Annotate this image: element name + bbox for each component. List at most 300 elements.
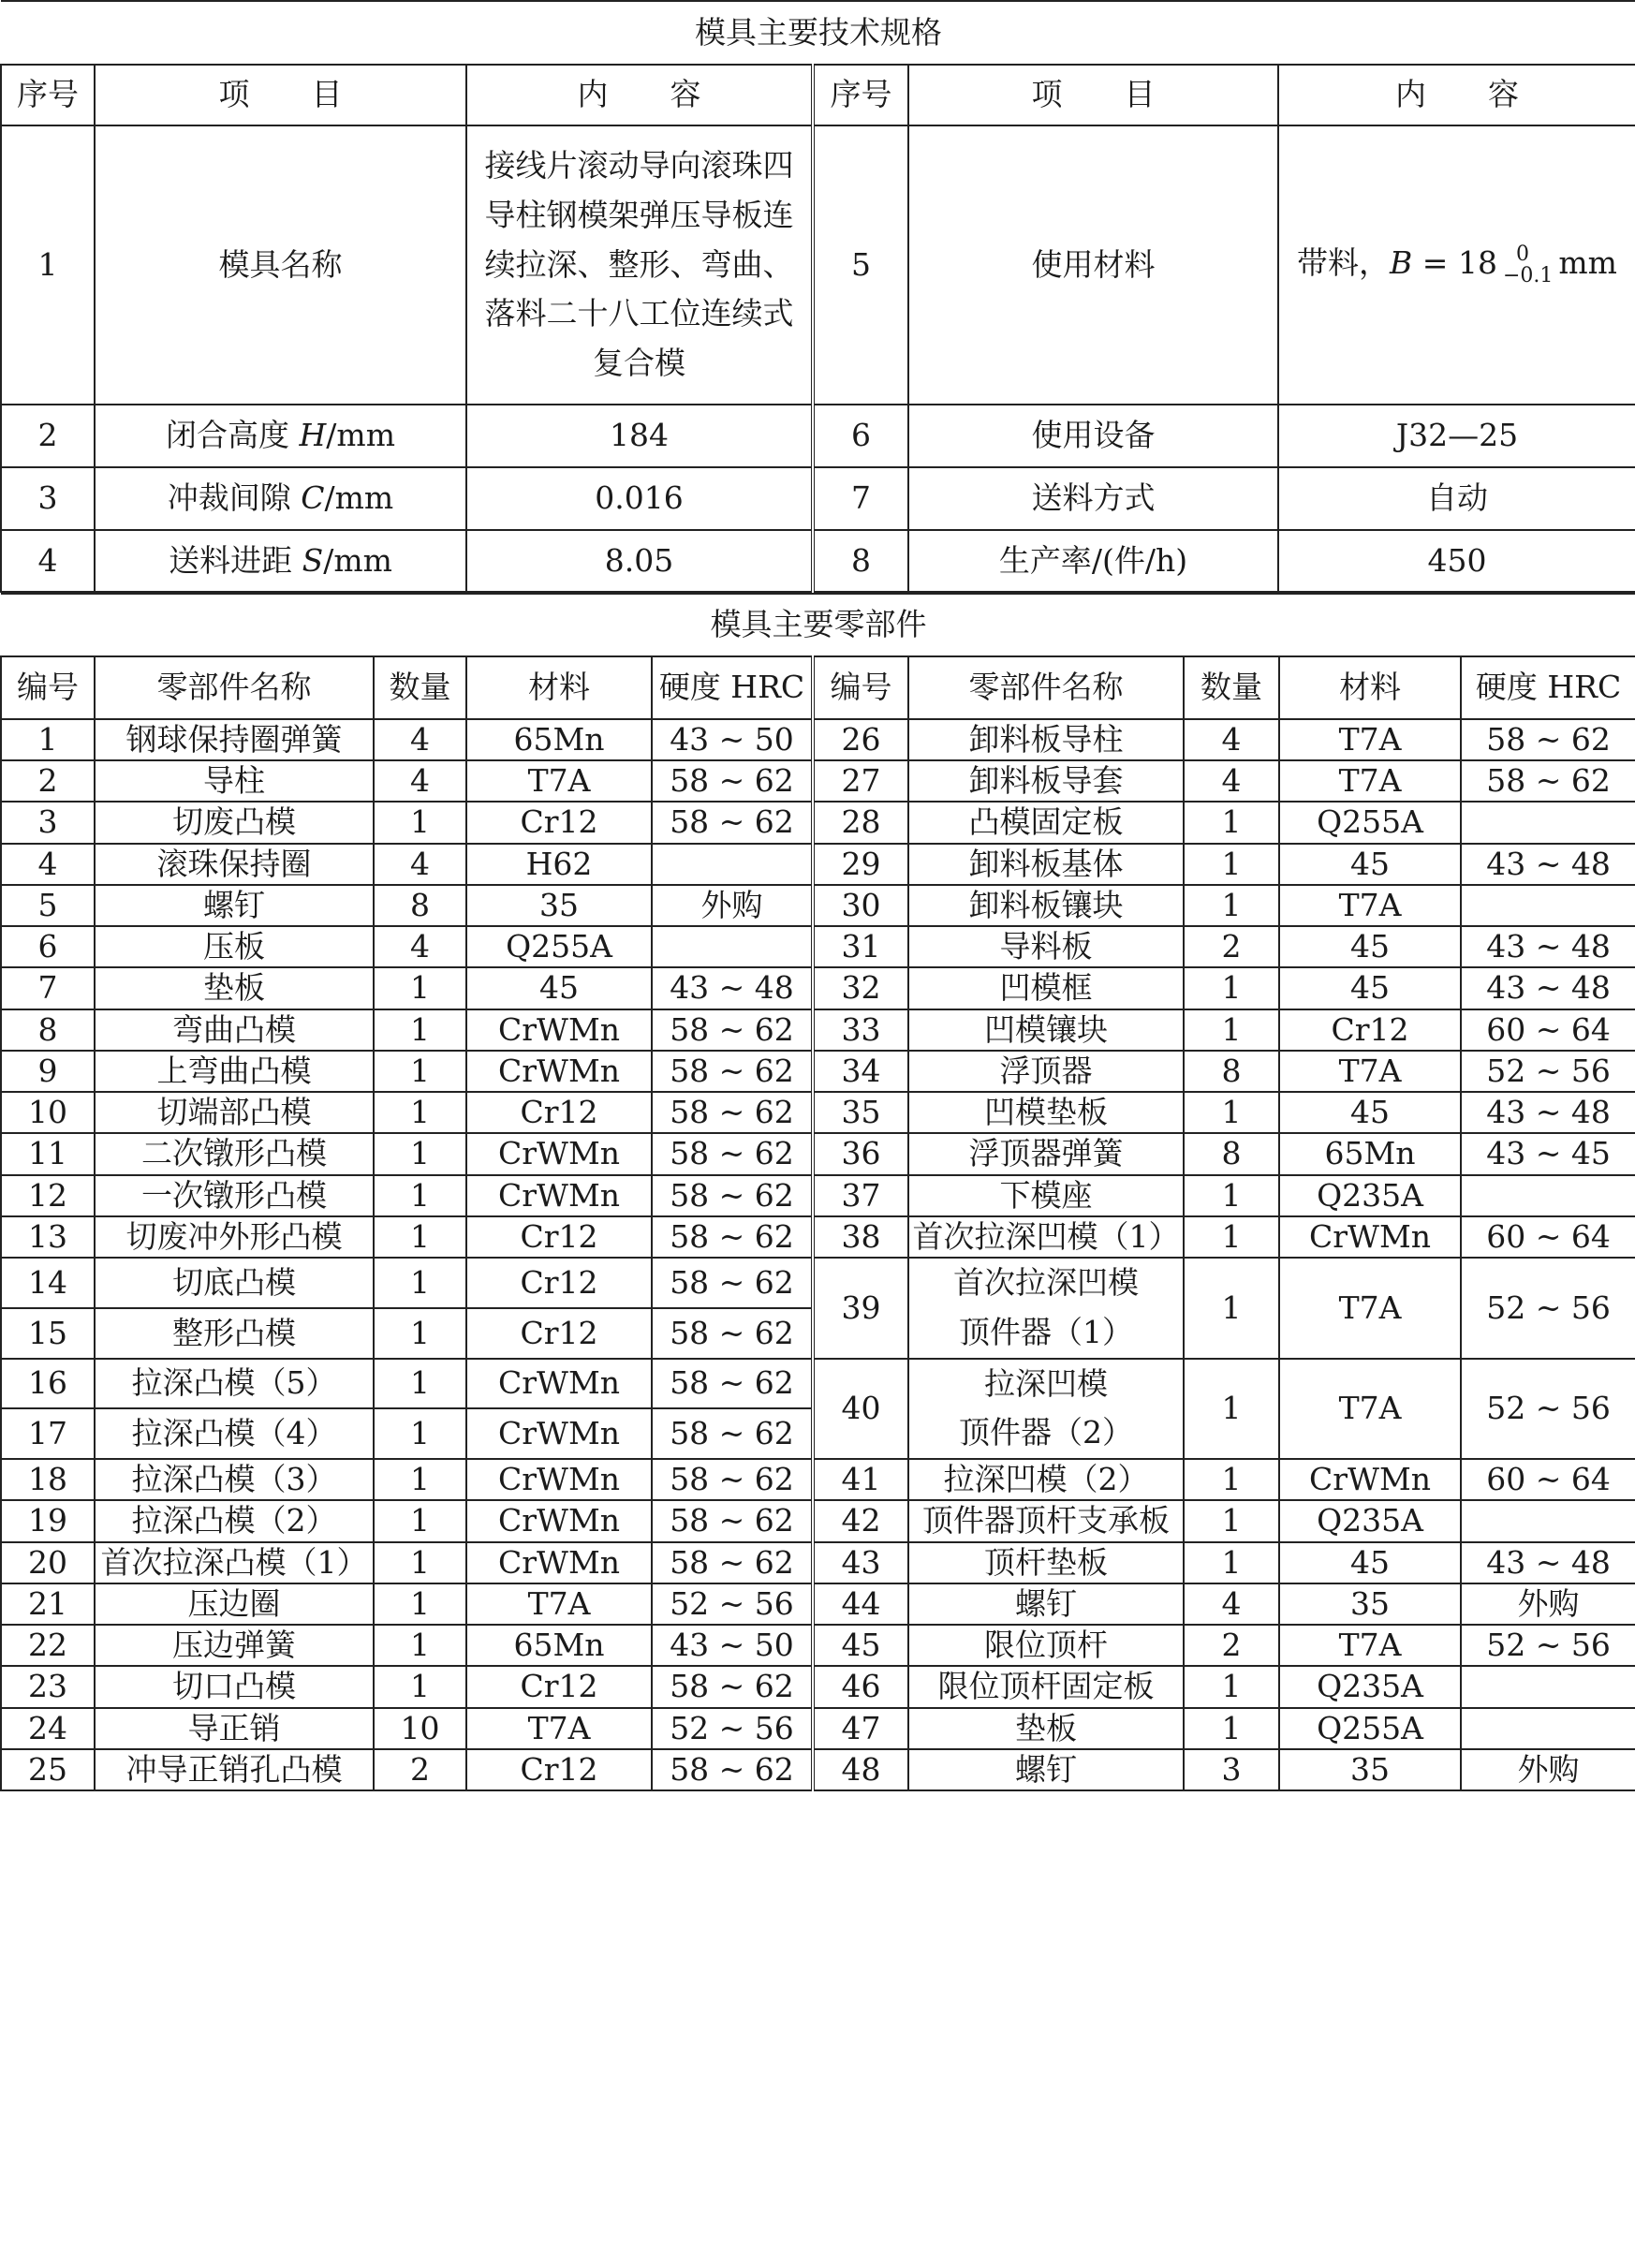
part-quantity: 1 [374,1258,466,1308]
part-name: 整形凸模 [95,1308,374,1359]
part-material: Q255A [466,926,652,967]
part-quantity: 4 [1184,760,1279,802]
part-material: CrWMn [466,1009,652,1051]
part-quantity: 1 [1184,967,1279,1009]
part-name: 拉深凸模（2） [95,1500,374,1541]
part-material: CrWMn [466,1459,652,1500]
part-material: 45 [1279,967,1461,1009]
part-quantity: 1 [1184,1092,1279,1133]
spec-item-var: C [301,479,325,517]
spec-seq: 7 [813,467,908,530]
part-hardness: 58 ~ 62 [652,1666,813,1707]
part-material: T7A [1279,1625,1461,1666]
part-number: 41 [813,1459,908,1500]
part-number: 44 [813,1583,908,1625]
table-row [1,1359,1635,1409]
part-number: 34 [813,1051,908,1092]
part-name: 凹模镶块 [908,1009,1184,1051]
part-quantity: 1 [1184,1175,1279,1216]
part-number: 5 [1,885,95,926]
part-material: 35 [1279,1583,1461,1625]
spec-item-text: 冲裁间隙 [167,479,302,517]
part-number: 20 [1,1542,95,1583]
spec-row [1,530,1635,592]
part-material: 65Mn [466,1625,652,1666]
part-hardness: 外购 [1461,1749,1635,1790]
part-number: 22 [1,1625,95,1666]
spec-content: 450 [1278,530,1635,592]
part-number: 26 [813,719,908,760]
table-row [1,1625,1635,1666]
parts-header-row [1,656,1635,719]
part-name: 切口凸模 [95,1666,374,1707]
part-name: 首次拉深凸模（1） [95,1542,374,1583]
part-material: Cr12 [466,1258,652,1308]
part-hardness [1461,1666,1635,1707]
tolerance-upper: 0 [1515,242,1529,266]
part-quantity: 1 [1184,885,1279,926]
part-material: Cr12 [466,802,652,843]
spec-seq: 1 [1,125,95,405]
part-hardness: 58 ~ 62 [652,802,813,843]
part-material: CrWMn [466,1359,652,1409]
spec-content: 自动 [1278,467,1635,530]
part-hardness [652,844,813,885]
part-number: 30 [813,885,908,926]
part-number: 25 [1,1749,95,1790]
spec-content-line: 落料二十八工位连续式 [484,295,794,332]
part-quantity: 1 [374,1408,466,1459]
part-quantity: 3 [1184,1749,1279,1790]
part-hardness: 43 ~ 48 [1461,1542,1635,1583]
part-hardness: 52 ~ 56 [652,1708,813,1749]
spec-content-line: 导柱钢模架弹压导板连 [484,196,794,233]
spec-seq: 3 [1,467,95,530]
part-number: 38 [813,1216,908,1258]
table-row [1,885,1635,926]
part-name: 螺钉 [95,885,374,926]
spec-item-var: S [302,541,324,579]
table-row [1,1092,1635,1133]
part-quantity: 1 [374,1666,466,1707]
part-name: 卸料板导柱 [908,719,1184,760]
part-material: Q235A [1279,1666,1461,1707]
header-number: 编号 [1,656,95,719]
part-quantity: 1 [374,1051,466,1092]
part-hardness: 52 ~ 56 [1461,1625,1635,1666]
part-number: 21 [1,1583,95,1625]
part-material: Cr12 [466,1308,652,1359]
header-material: 材料 [466,656,652,719]
part-quantity: 8 [374,885,466,926]
part-number: 45 [813,1625,908,1666]
part-name: 首次拉深凹模（1） [908,1216,1184,1258]
part-name: 凹模框 [908,967,1184,1009]
part-name: 弯曲凸模 [95,1009,374,1051]
part-material: T7A [1279,885,1461,926]
part-hardness [1461,1175,1635,1216]
material-unit: mm [1558,244,1617,281]
spec-content-line: 接线片滚动导向滚珠四 [484,147,794,184]
part-quantity: 1 [374,1583,466,1625]
part-name: 凹模垫板 [908,1092,1184,1133]
part-material: 35 [466,885,652,926]
part-hardness: 58 ~ 62 [652,1359,813,1409]
part-quantity: 2 [1184,926,1279,967]
part-hardness: 58 ~ 62 [652,1175,813,1216]
part-quantity: 4 [374,844,466,885]
part-quantity: 10 [374,1708,466,1749]
spec-item-unit: /mm [326,417,395,454]
parts-title: 模具主要零部件 [1,594,1635,656]
table-row [1,1051,1635,1092]
part-hardness: 43 ~ 45 [1461,1133,1635,1174]
spec-item: 模具名称 [95,125,466,405]
part-hardness: 58 ~ 62 [652,1216,813,1258]
part-quantity: 4 [374,719,466,760]
part-hardness: 43 ~ 48 [1461,844,1635,885]
part-material: 45 [1279,1542,1461,1583]
part-quantity: 1 [1184,1258,1279,1359]
part-material: 45 [1279,926,1461,967]
part-material: 45 [1279,844,1461,885]
part-name: 切废凸模 [95,802,374,843]
part-number: 42 [813,1500,908,1541]
part-hardness: 58 ~ 62 [1461,760,1635,802]
part-name-line: 首次拉深凹模 [953,1264,1139,1302]
part-name: 导正销 [95,1708,374,1749]
spec-content-multiline [466,125,813,405]
spec-item: 使用设备 [908,405,1278,467]
part-hardness: 58 ~ 62 [652,1459,813,1500]
part-material: Cr12 [466,1092,652,1133]
part-hardness: 43 ~ 48 [1461,926,1635,967]
part-number: 36 [813,1133,908,1174]
part-material: CrWMn [466,1051,652,1092]
part-quantity: 1 [374,967,466,1009]
spec-content: 8.05 [466,530,813,592]
part-name-line: 拉深凹模 [984,1364,1108,1402]
spec-content: J32—25 [1278,405,1635,467]
spec-header-row [1,65,1635,125]
part-name: 压边弹簧 [95,1625,374,1666]
part-hardness: 58 ~ 62 [652,1308,813,1359]
header-part-name: 零部件名称 [908,656,1184,719]
part-quantity: 1 [1184,1666,1279,1707]
part-name: 顶杆垫板 [908,1542,1184,1583]
spec-seq: 8 [813,530,908,592]
part-hardness: 60 ~ 64 [1461,1459,1635,1500]
part-quantity: 1 [374,1500,466,1541]
part-hardness: 58 ~ 62 [652,1133,813,1174]
part-material: Cr12 [466,1216,652,1258]
part-hardness: 58 ~ 62 [652,1542,813,1583]
part-name: 垫板 [95,967,374,1009]
spec-content-line: 复合模 [593,345,685,382]
spec-seq: 4 [1,530,95,592]
part-name: 下模座 [908,1175,1184,1216]
part-quantity: 1 [374,1359,466,1409]
spec-item-text: 闭合高度 [166,417,300,454]
part-number: 23 [1,1666,95,1707]
part-material: Q255A [1279,802,1461,843]
part-number: 4 [1,844,95,885]
spec-material-content [1278,125,1635,405]
part-number: 15 [1,1308,95,1359]
table-row [1,760,1635,802]
part-material: Cr12 [1279,1009,1461,1051]
part-number: 14 [1,1258,95,1308]
part-hardness: 43 ~ 50 [652,719,813,760]
part-quantity: 1 [374,1175,466,1216]
part-hardness: 58 ~ 62 [652,1051,813,1092]
part-name: 切端部凸模 [95,1092,374,1133]
table-row [1,1542,1635,1583]
part-name: 凸模固定板 [908,802,1184,843]
part-quantity: 1 [1184,1708,1279,1749]
part-material: Cr12 [466,1749,652,1790]
part-name: 拉深凹模（2） [908,1459,1184,1500]
part-hardness: 60 ~ 64 [1461,1009,1635,1051]
part-name: 卸料板基体 [908,844,1184,885]
part-number: 48 [813,1749,908,1790]
spec-item-unit: /mm [324,479,394,517]
part-number: 19 [1,1500,95,1541]
part-number: 46 [813,1666,908,1707]
part-material: 65Mn [1279,1133,1461,1174]
table-row [1,1666,1635,1707]
part-material: Q255A [1279,1708,1461,1749]
part-quantity: 1 [374,1308,466,1359]
part-hardness [1461,802,1635,843]
table-row [1,844,1635,885]
spec-item [95,405,466,467]
part-quantity: 1 [374,1092,466,1133]
part-material: T7A [1279,719,1461,760]
part-hardness: 43 ~ 48 [1461,1092,1635,1133]
part-number: 17 [1,1408,95,1459]
part-number: 3 [1,802,95,843]
part-material: Q235A [1279,1500,1461,1541]
header-material: 材料 [1279,656,1461,719]
part-name [908,1359,1184,1460]
part-hardness: 60 ~ 64 [1461,1216,1635,1258]
table-row [1,926,1635,967]
part-hardness [1461,1500,1635,1541]
part-hardness: 52 ~ 56 [652,1583,813,1625]
part-number: 18 [1,1459,95,1500]
part-quantity: 1 [1184,1500,1279,1541]
part-name: 导柱 [95,760,374,802]
part-number: 47 [813,1708,908,1749]
part-number: 2 [1,760,95,802]
part-number: 24 [1,1708,95,1749]
part-hardness [1461,1708,1635,1749]
part-hardness: 外购 [652,885,813,926]
part-number: 16 [1,1359,95,1409]
part-number: 37 [813,1175,908,1216]
part-name: 一次镦形凸模 [95,1175,374,1216]
header-item: 项 目 [908,65,1278,125]
part-material: T7A [466,1708,652,1749]
part-material: CrWMn [466,1133,652,1174]
spec-table [0,0,1635,593]
spec-item [95,530,466,592]
table-row [1,1708,1635,1749]
spec-item-text: 送料进距 [169,541,302,579]
spec-item: 使用材料 [908,125,1278,405]
spec-item-var: H [299,417,327,454]
spec-item: 生产率/(件/h) [908,530,1278,592]
spec-row [1,467,1635,530]
part-name: 切废冲外形凸模 [95,1216,374,1258]
spec-seq: 6 [813,405,908,467]
part-material: T7A [466,760,652,802]
part-number: 8 [1,1009,95,1051]
part-quantity: 2 [1184,1625,1279,1666]
part-quantity: 8 [1184,1133,1279,1174]
part-material: 45 [1279,1092,1461,1133]
part-hardness: 52 ~ 56 [1461,1051,1635,1092]
part-hardness: 58 ~ 62 [652,1258,813,1308]
part-material: 45 [466,967,652,1009]
spec-item: 送料方式 [908,467,1278,530]
part-quantity: 1 [1184,1009,1279,1051]
table-row [1,1216,1635,1258]
part-quantity: 2 [374,1749,466,1790]
spec-title: 模具主要技术规格 [1,1,1635,65]
part-number: 9 [1,1051,95,1092]
part-name: 拉深凸模（5） [95,1359,374,1409]
parts-table [0,593,1635,1791]
part-number: 10 [1,1092,95,1133]
part-number: 43 [813,1542,908,1583]
spec-item-unit: /mm [323,541,392,579]
part-name: 螺钉 [908,1583,1184,1625]
part-name: 钢球保持圈弹簧 [95,719,374,760]
part-material: CrWMn [1279,1459,1461,1500]
part-quantity: 1 [1184,1542,1279,1583]
spec-row [1,125,1635,405]
part-quantity: 1 [1184,1216,1279,1258]
part-number: 35 [813,1092,908,1133]
part-quantity: 1 [1184,1359,1279,1460]
part-quantity: 1 [374,1133,466,1174]
part-hardness: 58 ~ 62 [652,1500,813,1541]
part-number: 12 [1,1175,95,1216]
part-quantity: 8 [1184,1051,1279,1092]
material-prefix: 带料， [1297,244,1391,281]
header-number: 编号 [813,656,908,719]
part-number: 7 [1,967,95,1009]
header-quantity: 数量 [374,656,466,719]
part-quantity: 4 [374,926,466,967]
part-name: 拉深凸模（4） [95,1408,374,1459]
part-material: T7A [1279,1258,1461,1359]
part-number: 27 [813,760,908,802]
table-row [1,1583,1635,1625]
table-row [1,1749,1635,1790]
part-hardness: 外购 [1461,1583,1635,1625]
part-name: 浮顶器 [908,1051,1184,1092]
part-quantity: 1 [374,802,466,843]
part-name: 螺钉 [908,1749,1184,1790]
part-name: 二次镦形凸模 [95,1133,374,1174]
part-number: 32 [813,967,908,1009]
table-row [1,1258,1635,1308]
part-quantity: 1 [374,1625,466,1666]
part-quantity: 4 [374,760,466,802]
part-name-line: 顶件器（1） [959,1313,1133,1350]
part-hardness: 58 ~ 62 [652,1092,813,1133]
spec-seq: 5 [813,125,908,405]
part-number: 40 [813,1359,908,1460]
table-row [1,967,1635,1009]
part-name: 冲导正销孔凸模 [95,1749,374,1790]
part-material: Cr12 [466,1666,652,1707]
header-seq: 序号 [1,65,95,125]
spec-content: 184 [466,405,813,467]
table-row [1,1175,1635,1216]
tolerance [1503,243,1553,287]
part-material: Q235A [1279,1175,1461,1216]
part-name: 滚珠保持圈 [95,844,374,885]
part-material: 35 [1279,1749,1461,1790]
part-name: 限位顶杆固定板 [908,1666,1184,1707]
header-content: 内 容 [1278,65,1635,125]
part-hardness: 58 ~ 62 [1461,719,1635,760]
part-material: CrWMn [466,1175,652,1216]
part-material: CrWMn [466,1542,652,1583]
material-var: B [1390,244,1413,281]
part-number: 28 [813,802,908,843]
part-hardness: 43 ~ 48 [652,967,813,1009]
part-material: H62 [466,844,652,885]
part-material: CrWMn [1279,1216,1461,1258]
part-quantity: 1 [374,1542,466,1583]
part-quantity: 1 [374,1459,466,1500]
part-material: T7A [1279,1359,1461,1460]
part-name: 切底凸模 [95,1258,374,1308]
part-name: 浮顶器弹簧 [908,1133,1184,1174]
part-number: 11 [1,1133,95,1174]
part-material: 65Mn [466,719,652,760]
part-name: 压板 [95,926,374,967]
part-material: CrWMn [466,1408,652,1459]
part-number: 31 [813,926,908,967]
part-quantity: 4 [1184,1583,1279,1625]
part-hardness: 52 ~ 56 [1461,1258,1635,1359]
part-number: 6 [1,926,95,967]
part-number: 33 [813,1009,908,1051]
part-name: 压边圈 [95,1583,374,1625]
material-eq: = 18 [1412,244,1497,281]
part-quantity: 1 [1184,844,1279,885]
table-row [1,1133,1635,1174]
part-hardness: 58 ~ 62 [652,760,813,802]
part-hardness: 58 ~ 62 [652,1408,813,1459]
part-quantity: 1 [374,1216,466,1258]
part-hardness: 43 ~ 50 [652,1625,813,1666]
header-hardness: 硬度 HRC [652,656,813,719]
part-quantity: 1 [374,1009,466,1051]
part-name: 卸料板导套 [908,760,1184,802]
part-hardness [652,926,813,967]
part-number: 39 [813,1258,908,1359]
part-name: 导料板 [908,926,1184,967]
header-item: 项 目 [95,65,466,125]
part-hardness: 52 ~ 56 [1461,1359,1635,1460]
